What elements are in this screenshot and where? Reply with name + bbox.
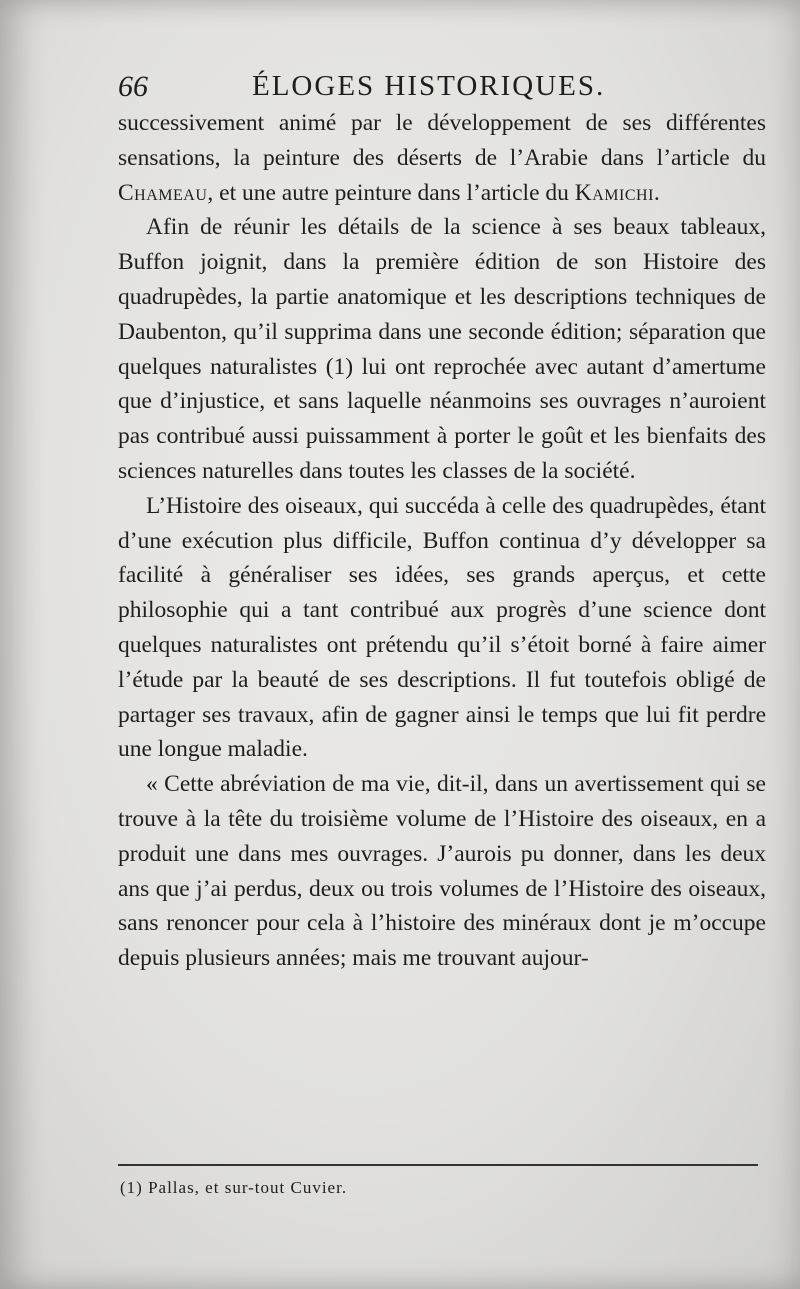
paragraph-1 [118,106,766,210]
paragraph-2: Afin de réunir les détails de la science à ses beaux tableaux, Buffon joignit, dans la première édition de son Histoire des quadrupèdes, la partie anatomique et les descriptions techniques de Daubenton, qu’il supprima dans une seconde édition; séparation que quelques naturalistes (1) lui ont reprochée avec autant d’amertume que d’injustice, et sans laquelle néanmoins ses ouvrages n’auroient pas contribué aussi puissamment à porter le goût et les bienfaits des sciences naturelles dans toutes les classes de la société. [118,214,766,484]
paragraph-3: L’Histoire des oiseaux, qui succéda à celle des quadrupèdes, étant d’une exécution plus difficile, Buffon continua d’y développer sa facilité à généraliser ses idées, ses grands aperçus, et cette philosophie qui a tant contribué aux progrès d’une science dont quelques naturalistes ont prétendu qu’il s’étoit borné à faire aimer l’étude par la beauté de ses descriptions. Il fut toutefois obligé de partager ses travaux, afin de gagner ainsi le temps que lui fit perdre une longue maladie. [118,492,766,763]
page-number: 66 [118,70,148,103]
footnote: (1) Pallas, et sur-tout Cuvier. [120,1178,348,1197]
running-title: ÉLOGES HISTORIQUES. [252,70,606,102]
paragraph-1-text-b: , et une autre peinture dans l’article du [207,179,575,206]
footnote-divider [118,1164,758,1166]
small-caps-kamichi: Kamichi [574,179,654,206]
paragraph-1-text-a: successivement animé par le développement de ses différentes sensations, la peinture des déserts de l’Arabie dans l’article du [118,110,766,171]
paragraph-1-text-c: . [653,179,660,206]
small-caps-chameau: Chameau [118,179,208,206]
body-text [118,106,766,976]
paragraph-4: « Cette abréviation de ma vie, dit-il, dans un avertissement qui se trouve à la tête du troisième volume de l’Histoire des oiseaux, en a produit une dans mes ouvrages. J’aurois pu donner, dans les deux ans que j’ai perdus, deux ou trois volumes de l’Histoire des oiseaux, sans renoncer pour cela à l’histoire des minéraux dont je m’occupe depuis plusieurs années; mais me trouvant aujour- [118,771,766,972]
